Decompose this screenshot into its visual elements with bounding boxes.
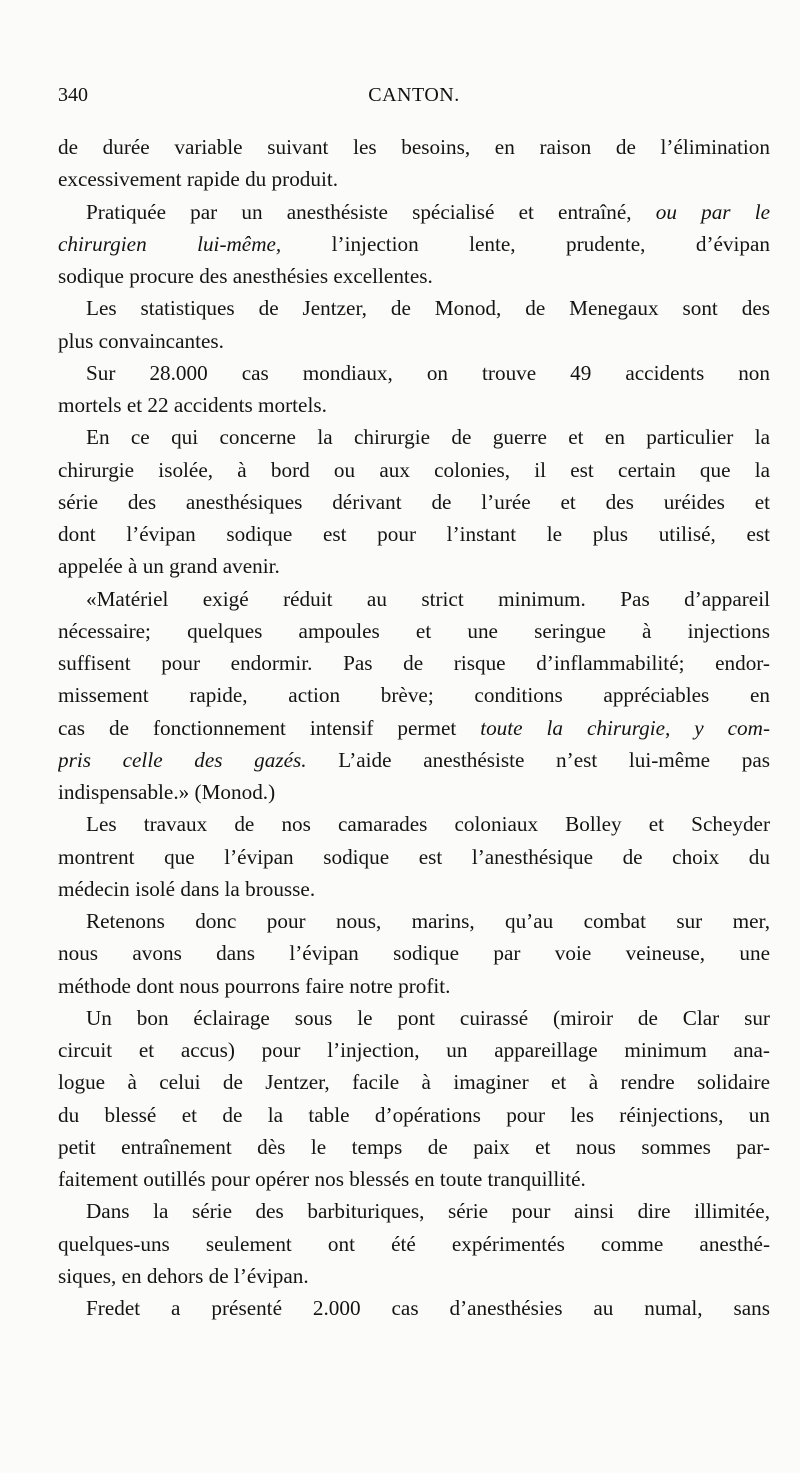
- italic-phrase: pris celle des gazés.: [58, 747, 307, 772]
- text-line: Sur 28.000 cas mondiaux, on trouve 49 accidents non: [86, 360, 770, 385]
- text-line: nécessaire; quelques ampoules et une seringue à injections: [58, 618, 770, 643]
- text-line: quelques-uns seulement ont été expérimentés comme anesthé-: [58, 1231, 770, 1256]
- paragraph: [58, 1002, 770, 1196]
- body-text: [58, 131, 770, 1324]
- running-head: [58, 84, 770, 112]
- paragraph: [58, 808, 770, 905]
- text-line: «Matériel exigé réduit au strict minimum. Pas d’appareil: [86, 586, 770, 611]
- text-line: sodique procure des anesthésies excellentes.: [58, 264, 433, 288]
- text-line: excessivement rapide du produit.: [58, 167, 339, 192]
- text-line: de durée variable suivant les besoins, en raison de l’élimination: [58, 135, 770, 159]
- text-line: pris celle des gazés. L’aide anesthésiste n’est lui-même pas: [58, 747, 770, 772]
- paragraph: [58, 292, 770, 357]
- text-line: Les travaux de nos camarades coloniaux Bolley et Scheyder: [86, 812, 770, 837]
- text-line: siques, en dehors de l’évipan.: [58, 1263, 309, 1288]
- text-line: Les statistiques de Jentzer, de Monod, de Menegaux sont des: [86, 296, 770, 321]
- text-line: Retenons donc pour nous, marins, qu’au combat sur mer,: [86, 909, 770, 933]
- text-line: Un bon éclairage sous le pont cuirassé (miroir de Clar sur: [86, 1005, 770, 1030]
- text-line: Fredet a présenté 2.000 cas d’anesthésies au numal, sans: [86, 1296, 770, 1320]
- text-line: plus convaincantes.: [58, 328, 224, 353]
- italic-phrase: chirurgien lui-même,: [58, 231, 282, 256]
- text-line: méthode dont nous pourrons faire notre profit.: [58, 973, 451, 998]
- running-title: CANTON.: [368, 84, 460, 106]
- text-line: faitement outillés pour opérer nos blessés en toute tranquillité.: [58, 1167, 586, 1191]
- text-line: du blessé et de la table d’opérations pour les réinjections, un: [58, 1102, 770, 1127]
- text-line: chirurgien lui-même, l’injection lente, prudente, d’évipan: [58, 231, 770, 256]
- page-number: 340: [58, 84, 88, 106]
- text-line: indispensable.» (Monod.): [58, 780, 276, 804]
- text-line: En ce qui concerne la chirurgie de guerre et en particulier la: [86, 425, 770, 450]
- text-line: petit entraînement dès le temps de paix et nous sommes par-: [58, 1134, 770, 1159]
- text-line: appelée à un grand avenir.: [58, 554, 280, 579]
- text-line: circuit et accus) pour l’injection, un appareillage minimum ana-: [58, 1038, 770, 1062]
- text-line: Pratiquée par un anesthésiste spécialisé et entraîné, ou par le: [86, 199, 770, 224]
- text-line: chirurgie isolée, à bord ou aux colonies, il est certain que la: [58, 457, 770, 482]
- paragraph: [58, 421, 770, 582]
- text-line: Dans la série des barbituriques, série pour ainsi dire illimitée,: [86, 1199, 770, 1224]
- paragraph: [58, 196, 770, 293]
- italic-phrase: ou par le: [655, 199, 770, 224]
- italic-phrase: toute la chirurgie, y com-: [480, 715, 770, 740]
- paragraph: [58, 1292, 770, 1324]
- text-line: cas de fonctionnement intensif permet toute la chirurgie, y com-: [58, 715, 770, 740]
- text-line: dont l’évipan sodique est pour l’instant le plus utilisé, est: [58, 522, 770, 546]
- text-line: mortels et 22 accidents mortels.: [58, 393, 327, 417]
- paragraph: [58, 1195, 770, 1292]
- paragraph: [58, 357, 770, 422]
- paragraph: [58, 583, 770, 809]
- paragraph: [58, 131, 770, 196]
- text-line: montrent que l’évipan sodique est l’anesthésique de choix du: [58, 844, 770, 869]
- text-line: missement rapide, action brève; conditions appréciables en: [58, 683, 770, 708]
- text-line: logue à celui de Jentzer, facile à imaginer et à rendre solidaire: [58, 1070, 770, 1095]
- paragraph: [58, 905, 770, 1002]
- text-line: série des anesthésiques dérivant de l’urée et des uréides et: [58, 489, 770, 514]
- text-line: médecin isolé dans la brousse.: [58, 876, 316, 901]
- text-line: suffisent pour endormir. Pas de risque d’inflammabilité; endor-: [58, 651, 770, 675]
- text-line: nous avons dans l’évipan sodique par voie veineuse, une: [58, 941, 770, 966]
